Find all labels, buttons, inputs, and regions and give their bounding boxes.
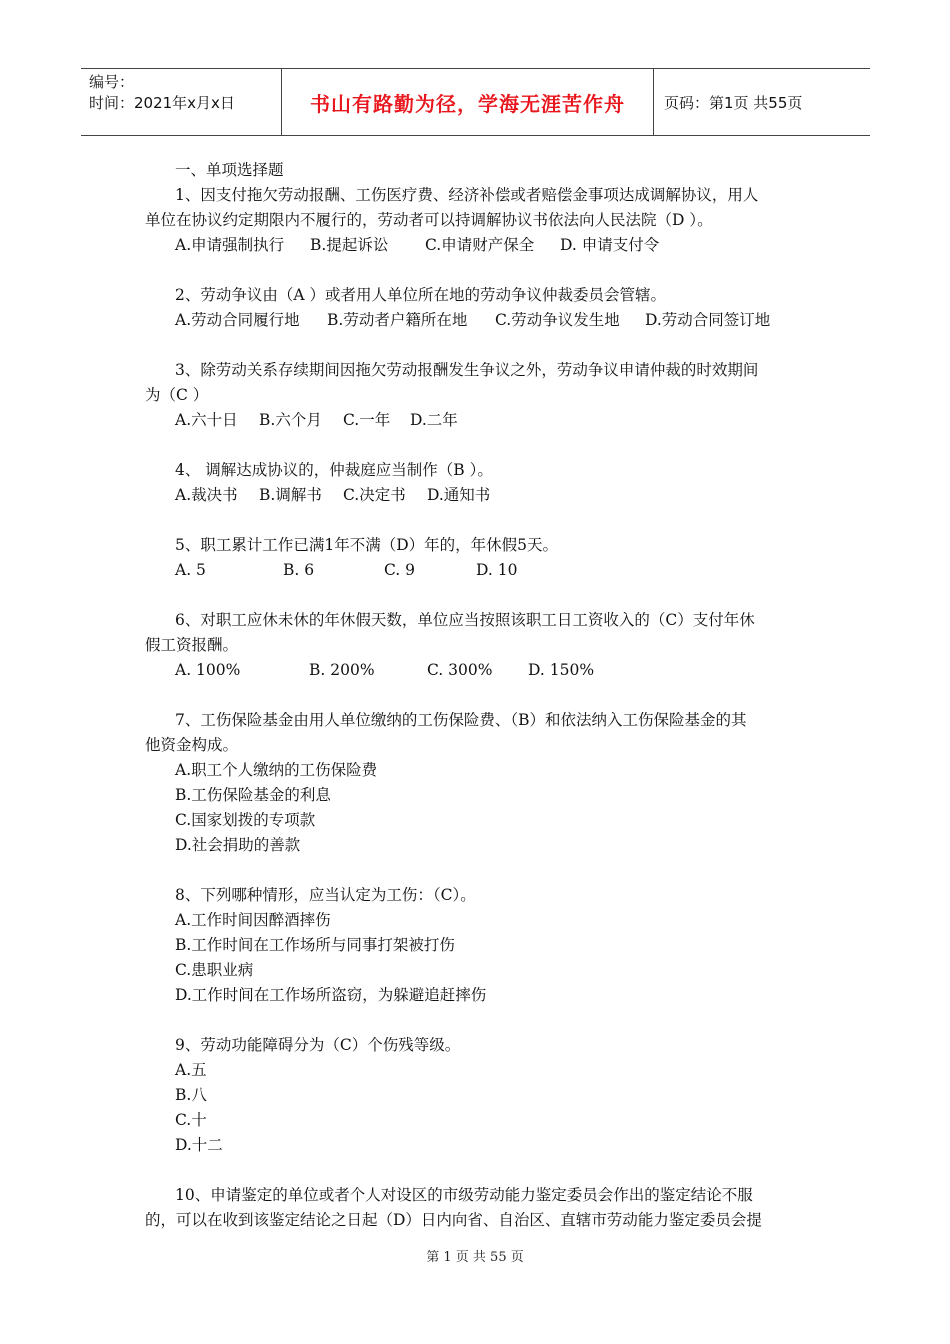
header-meta: [81, 69, 282, 135]
option: C.患职业病: [175, 961, 254, 979]
document-header: [81, 68, 870, 136]
option: B.提起诉讼: [310, 236, 389, 254]
question-10-line-1: 10、申请鉴定的单位或者个人对设区的市级劳动能力鉴定委员会作出的鉴定结论不服: [175, 1186, 753, 1204]
option: B.六个月: [259, 411, 322, 429]
option: B. 6: [283, 561, 315, 579]
question-1-line-2: 单位在协议约定期限内不履行的，劳动者可以持调解协议书依法向人民法院（D ）。: [145, 211, 713, 229]
question-7-line-2: 他资金构成。: [145, 736, 239, 754]
option: D. 10: [476, 561, 518, 579]
question-5-line-1: 5、职工累计工作已满1年不满（D）年的，年休假5天。: [175, 536, 559, 554]
option: C.申请财产保全: [425, 236, 535, 254]
option: B.八: [175, 1086, 207, 1104]
question-4-options: [145, 483, 810, 508]
option: B.工伤保险基金的利息: [175, 786, 331, 804]
option: D.工作时间在工作场所盗窃，为躲避追赶摔伤: [175, 986, 487, 1004]
option: B.劳动者户籍所在地: [327, 311, 468, 329]
option: C.国家划拨的专项款: [175, 811, 316, 829]
option: C.一年: [343, 411, 391, 429]
question-7-line-1: 7、工伤保险基金由用人单位缴纳的工伤保险费、（B）和依法纳入工伤保险基金的其: [175, 711, 747, 729]
question-6-line-2: 假工资报酬。: [145, 636, 239, 654]
question-3-line-2: 为（C ）: [145, 386, 209, 404]
option: A.申请强制执行: [175, 236, 285, 254]
option: C.十: [175, 1111, 207, 1129]
time-label: 时间：2021年x月x日: [89, 94, 235, 112]
option: B. 200%: [309, 661, 375, 679]
option: A.工作时间因醉酒摔伤: [175, 911, 331, 929]
option: D. 150%: [528, 661, 595, 679]
option: A.五: [175, 1061, 207, 1079]
question-1-options: [145, 233, 810, 258]
option: D.通知书: [427, 486, 491, 504]
option: D. 申请支付令: [560, 236, 660, 254]
question-5-options: [145, 558, 810, 583]
question-list: [145, 158, 810, 1233]
option: D.二年: [410, 411, 458, 429]
page-footer: 第 1 页 共 55 页: [426, 1250, 524, 1265]
option: C. 9: [384, 561, 416, 579]
option: C. 300%: [427, 661, 493, 679]
option: A. 100%: [175, 661, 241, 679]
section-title: 一、单项选择题: [175, 161, 284, 179]
question-8-line-1: 8、下列哪种情形，应当认定为工伤：（C）。: [175, 886, 476, 904]
option: C.劳动争议发生地: [495, 311, 620, 329]
question-3-options: [145, 408, 810, 433]
option: A.劳动合同履行地: [175, 311, 300, 329]
question-4-line-1: 4、 调解达成协议的，仲裁庭应当制作（B ）。: [175, 461, 493, 479]
option: B.调解书: [259, 486, 322, 504]
option: B.工作时间在工作场所与同事打架被打伤: [175, 936, 455, 954]
question-2-options: [145, 308, 810, 333]
header-page-info: 页码：第1页 共55页: [664, 93, 803, 112]
question-6-options: [145, 658, 810, 683]
question-2-line-1: 2、劳动争议由（A ）或者用人单位所在地的劳动争议仲裁委员会管辖。: [175, 286, 666, 304]
question-9-line-1: 9、劳动功能障碍分为（C）个伤残等级。: [175, 1036, 461, 1054]
question-1-line-1: 1、因支付拖欠劳动报酬、工伤医疗费、经济补偿或者赔偿金事项达成调解协议，用人: [175, 186, 759, 204]
option: A.裁决书: [175, 486, 238, 504]
header-motto: 书山有路勤为径，学海无涯苦作舟: [282, 69, 654, 135]
option: C.决定书: [343, 486, 406, 504]
question-10-line-2: 的，可以在收到该鉴定结论之日起（D）日内向省、自治区、直辖市劳动能力鉴定委员会提: [145, 1211, 762, 1229]
option: D.劳动合同签订地: [645, 311, 771, 329]
question-3-line-1: 3、除劳动关系存续期间因拖欠劳动报酬发生争议之外，劳动争议申请仲裁的时效期间: [175, 361, 759, 379]
number-label: 编号：: [89, 73, 135, 91]
option: D.十二: [175, 1136, 223, 1154]
option: D.社会捐助的善款: [175, 836, 301, 854]
option: A.职工个人缴纳的工伤保险费: [175, 761, 378, 779]
option: A. 5: [175, 561, 206, 579]
option: A.六十日: [175, 411, 238, 429]
question-6-line-1: 6、对职工应休未休的年休假天数，单位应当按照该职工日工资收入的（C）支付年休: [175, 611, 755, 629]
